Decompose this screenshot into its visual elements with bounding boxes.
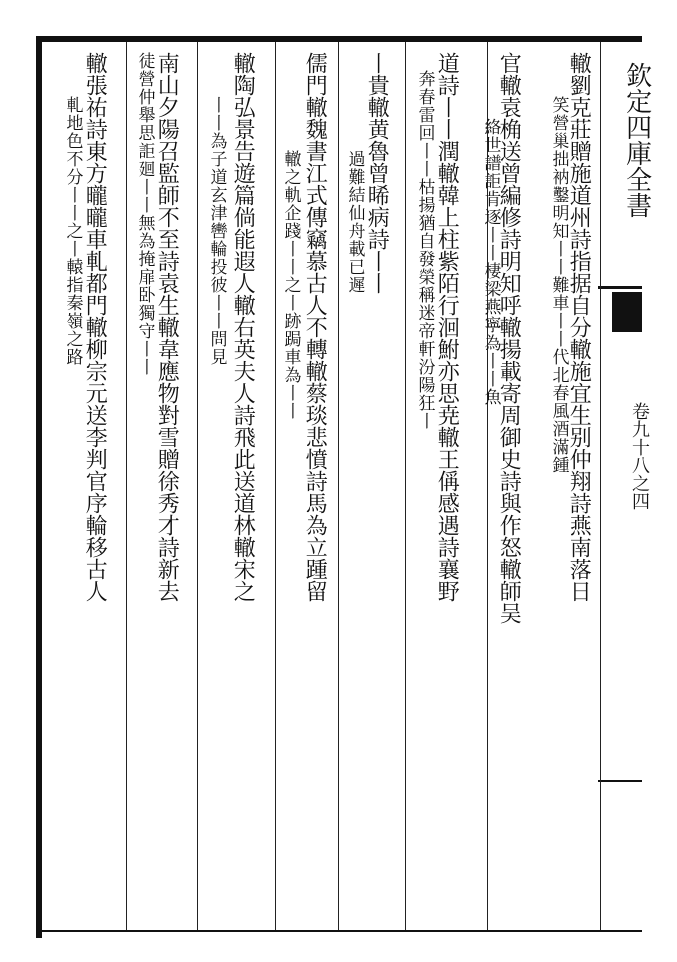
text-column: 過難結仙舟載已遲 <box>344 150 365 294</box>
text-column: 轍劉克莊贈施道州詩指据自分轍施宜生别仲翔詩燕南落日 <box>566 52 592 602</box>
text-column: 轍陶弘景告遊篇倘能遐人轍右英夫人詩飛此送道林轍宋之 <box>230 52 256 602</box>
text-column: 丨貴轍黄魯曾晞病詩丨丨 <box>364 52 390 294</box>
column-rule <box>275 42 276 930</box>
text-column: 儒門轍魏書江式傳竊慕古人不轉轍蔡琰悲憤詩馬為立踵留 <box>302 52 328 602</box>
text-column: 南山夕陽召監師不至詩袁生轍韋應物對雪贈徐秀才詩新去 <box>154 52 180 602</box>
column-rule <box>338 42 339 930</box>
margin-title: 欽定四庫全書 <box>621 62 652 218</box>
text-column: 軋地色不分丨丨之丨轅指秦嶺之路 <box>62 96 83 366</box>
text-column: 奔春雷回丨丨枯揚猶自發榮稱迷帝軒汾陽狂丨 <box>414 70 435 430</box>
text-column: 轍張祐詩東方曨曨車軋都門轍柳宗元送李判官序輪移古人 <box>82 52 108 602</box>
margin-volume: 卷九十八之四 <box>629 402 650 510</box>
fishtail-rule <box>598 286 642 289</box>
text-column: 官轍袁桷送曾編修詩明知呼轍揚載寄周御史詩與作怒轍師吴 <box>496 52 522 624</box>
text-column: 絡世譜詎肯逐丨丨棲梁燕寧為丨丨魚 <box>480 118 501 406</box>
lower-rule <box>598 780 642 782</box>
text-column: 道詩丨丨潤轍韓上柱紫陌行洄鮒亦思尭轍王偁感遇詩襄野 <box>434 52 460 602</box>
text-column: 丨丨為子道玄津轡輪投彼丨丨問見 <box>206 96 227 366</box>
page-frame-bottom <box>36 930 642 932</box>
fishtail-mark <box>612 292 642 332</box>
column-rule <box>197 42 198 930</box>
column-rule <box>600 42 601 930</box>
column-rule <box>405 42 406 930</box>
text-column: 徒營仲舉思詎廻丨丨無為掩扉卧獨守丨丨 <box>134 52 155 376</box>
page-frame-left <box>36 36 42 938</box>
text-column: 笑營巢拙衲鑿明知丨丨難車丨丨代北春風酒滿鍾 <box>548 96 569 474</box>
text-column: 轍之軌企踐丨丨之丨跡跼車為丨丨 <box>280 150 301 420</box>
column-rule <box>126 42 127 930</box>
